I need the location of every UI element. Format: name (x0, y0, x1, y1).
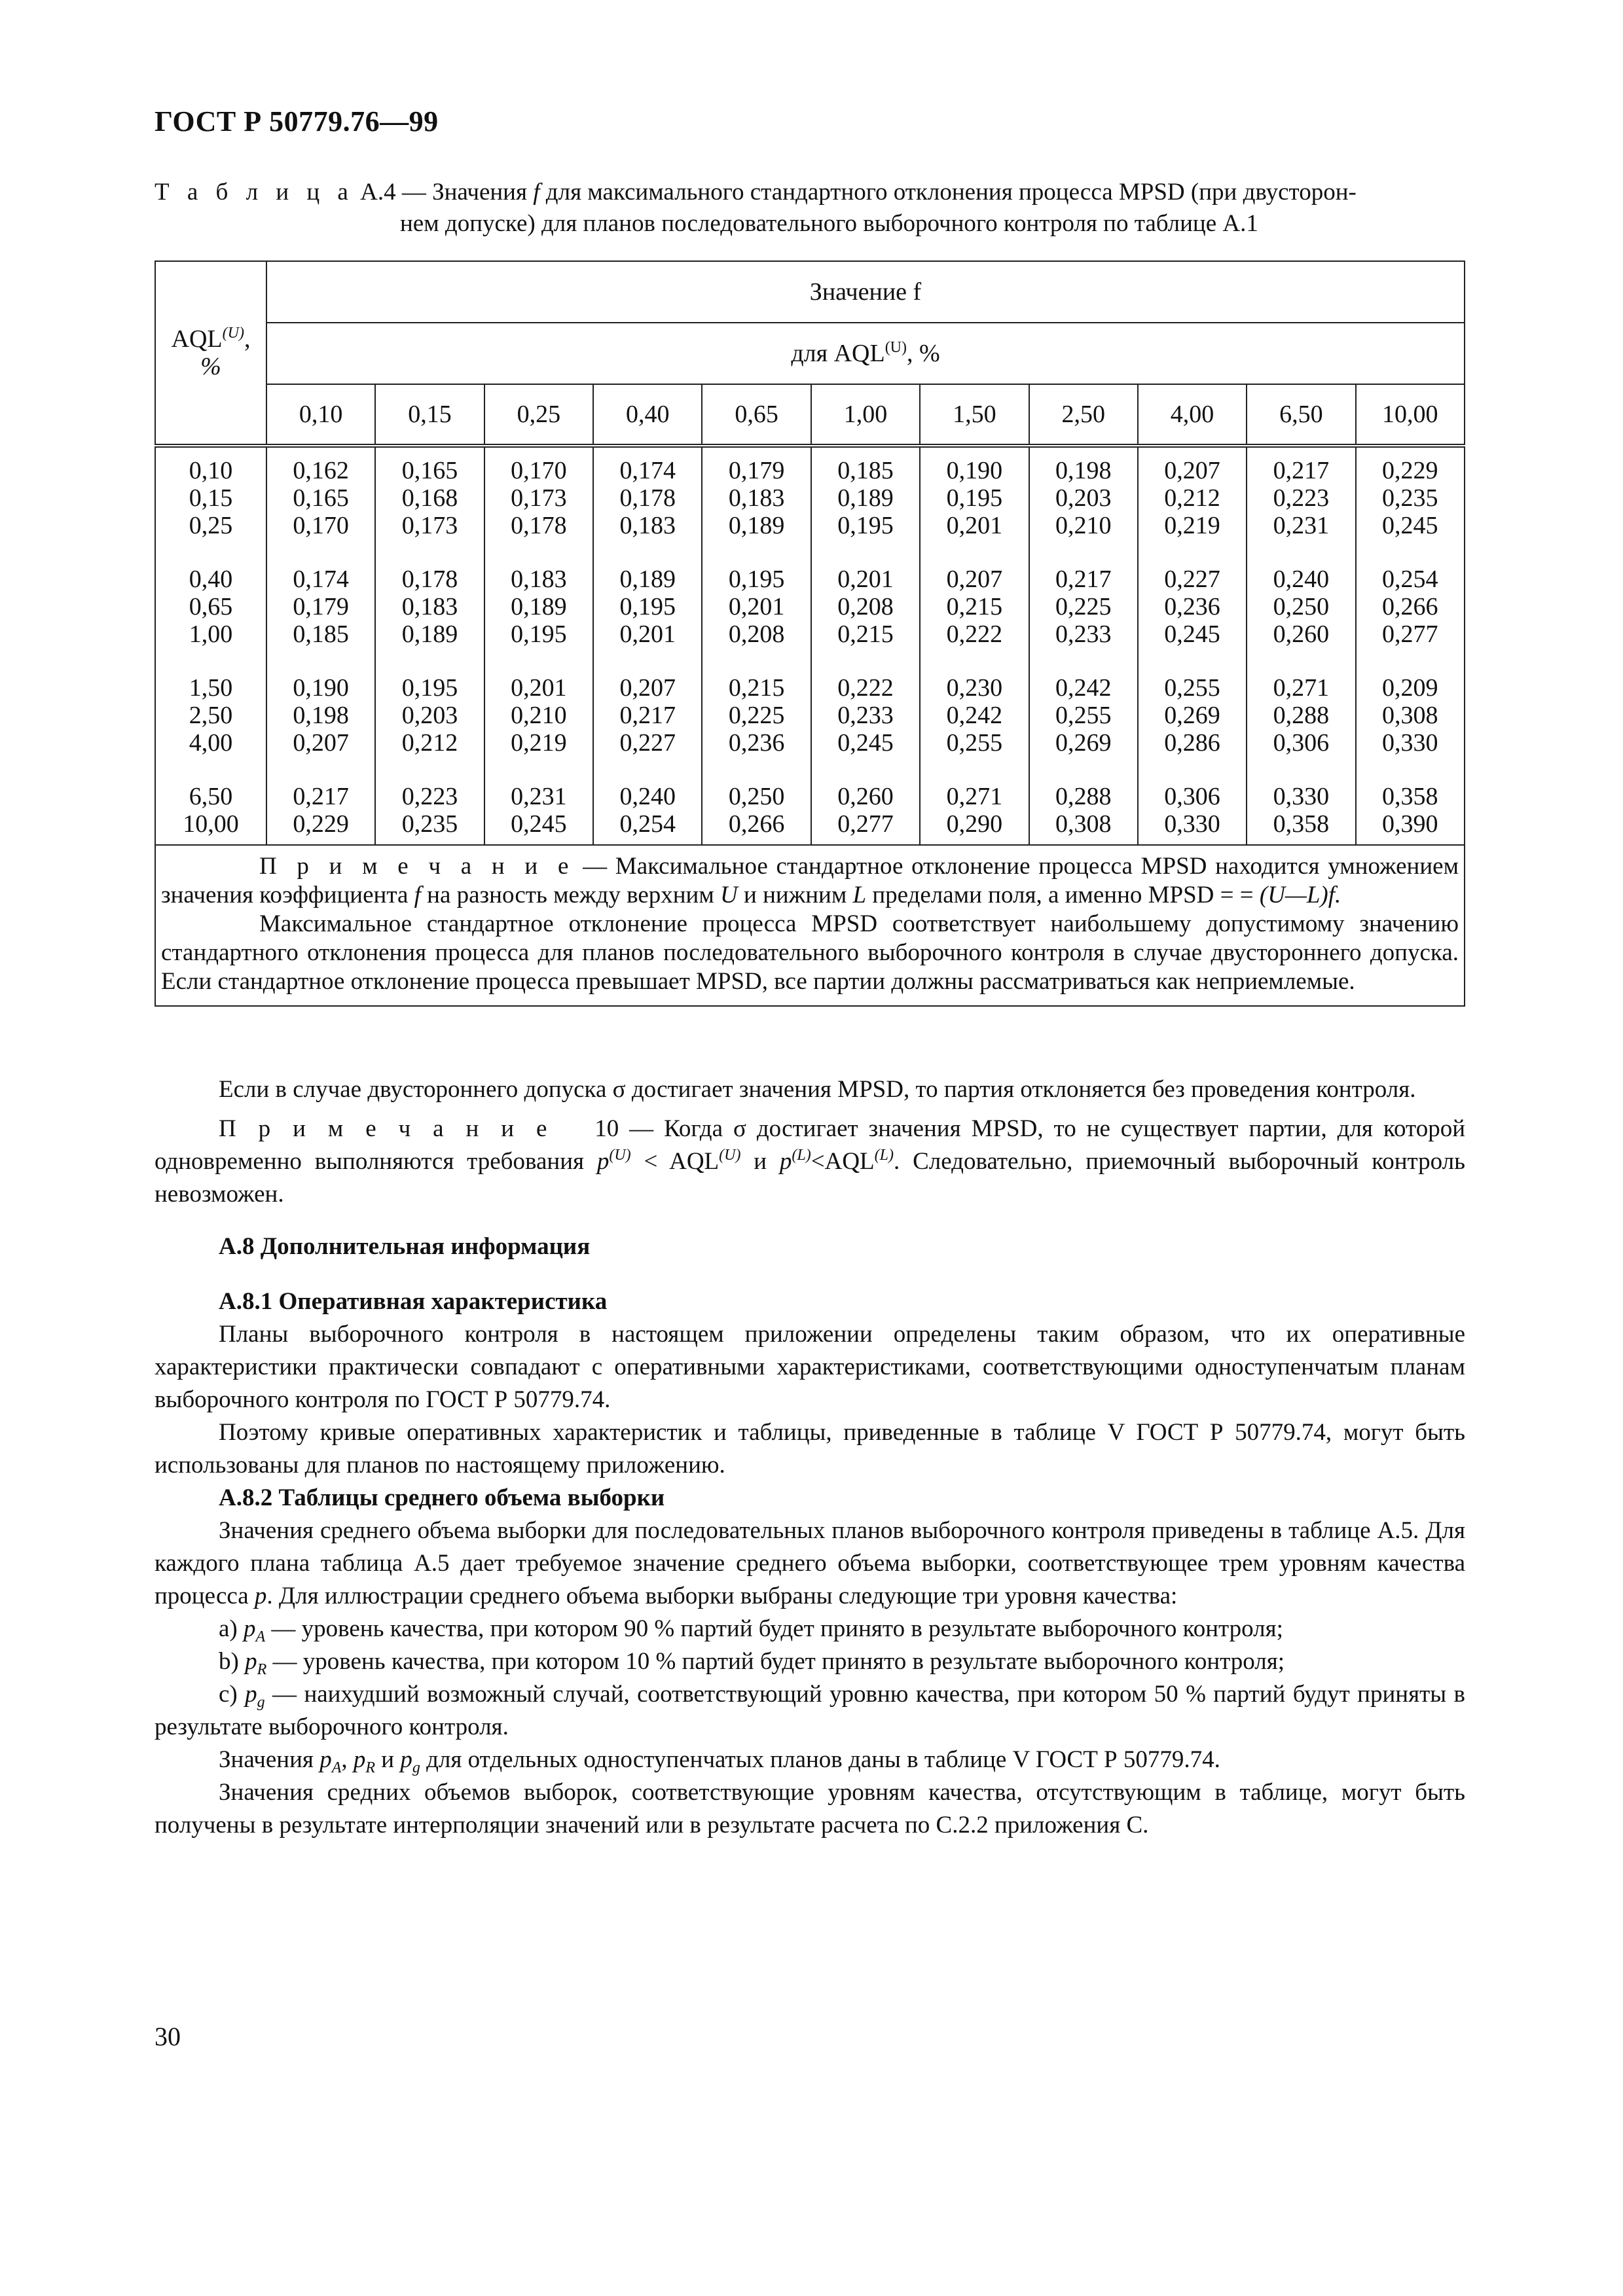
f-value-cell: 0,271 (946, 783, 1003, 810)
paragraph-a82-1-text-a: Значения среднего объема выборки для последовательных планов выборочного контроля приведены в таблице А.5. Для каждого плана таблица А.5 дает требуемое значение среднего объема выборки, соответствующее трем уровням качества процесса (155, 1517, 1465, 1609)
f-value-cell: 0,235 (401, 810, 458, 838)
value-column (1247, 446, 1355, 845)
note-10-text-e: . Следовательно, приемочный выборочный контроль невозможен. (155, 1148, 1465, 1208)
f-value-cell: 0,217 (1273, 457, 1330, 484)
aql-row-label: 1,50 (189, 674, 233, 702)
f-value-cell: 0,290 (946, 810, 1003, 838)
f-value-cell: 0,242 (946, 702, 1003, 729)
f-value-cell: 0,227 (619, 729, 676, 757)
f-value-cell: 0,183 (728, 484, 785, 512)
note-10-sup4: (L) (874, 1147, 894, 1164)
value-group (1357, 783, 1464, 838)
column-header: 0,10 (266, 384, 375, 446)
aql-row-label: 6,50 (189, 783, 233, 810)
f-value-cell: 0,212 (401, 729, 458, 757)
value-group (594, 565, 701, 648)
f-value-cell: 0,215 (837, 620, 894, 648)
values-s2: R (365, 1759, 376, 1776)
value-column (811, 446, 920, 845)
f-value-cell: 0,195 (511, 620, 567, 648)
paragraph-sigma: Если в случае двустороннего допуска σ достигает значения MPSD, то партия отклоняется без проведения контроля. (219, 1076, 1416, 1103)
value-group (1030, 674, 1137, 757)
f-value-cell: 0,217 (619, 702, 676, 729)
f-value-cell: 0,277 (837, 810, 894, 838)
column-header-row (155, 384, 1465, 446)
aql-row-group (156, 457, 266, 539)
value-group (594, 783, 701, 838)
f-value-cell: 0,286 (1164, 729, 1220, 757)
f-value-cell: 0,189 (401, 620, 458, 648)
f-value-cell: 0,255 (946, 729, 1003, 757)
note-10 (155, 1113, 1465, 1211)
f-value-cell: 0,162 (293, 457, 349, 484)
aql-row-label: 2,50 (189, 702, 233, 729)
f-value-cell: 0,222 (837, 674, 894, 702)
value-group (376, 565, 483, 648)
f-value-cell: 0,189 (511, 593, 567, 620)
f-value-cell: 0,203 (1055, 484, 1112, 512)
value-group (812, 457, 919, 539)
caption-line-2: нем допуске) для планов последовательного выборочного контроля по таблице А.1 (400, 210, 1258, 237)
value-column (266, 446, 375, 845)
f-value-cell: 0,230 (946, 674, 1003, 702)
aql-row-label: 1,00 (189, 620, 233, 648)
f-value-cell: 0,245 (1382, 512, 1438, 539)
f-value-cell: 0,288 (1273, 702, 1330, 729)
column-header: 1,50 (920, 384, 1029, 446)
mpsd-table (155, 260, 1465, 1007)
f-value-cell: 0,390 (1382, 810, 1438, 838)
column-header: 6,50 (1247, 384, 1355, 446)
f-value-cell: 0,185 (837, 457, 894, 484)
f-value-cell: 0,179 (293, 593, 349, 620)
note-text-3: и нижним (737, 882, 853, 908)
table-caption (155, 177, 1464, 240)
f-value-cell: 0,178 (401, 565, 458, 593)
f-value-cell: 0,195 (728, 565, 785, 593)
f-value-cell: 0,254 (619, 810, 676, 838)
f-value-cell: 0,165 (401, 457, 458, 484)
f-value-cell: 0,240 (619, 783, 676, 810)
item-c-text: — наихудший возможный случай, соответствующий уровню качества, при котором 50 % партий будут приняты в результате выборочного контроля. (155, 1681, 1466, 1740)
item-b-marker: b) (219, 1648, 246, 1675)
note-text-2: на разность между верхним (420, 882, 721, 908)
f-value-cell: 0,242 (1055, 674, 1112, 702)
f-value-cell: 0,209 (1382, 674, 1438, 702)
item-a-symbol: p (244, 1615, 256, 1642)
heading-a8: А.8 Дополнительная информация (219, 1233, 591, 1260)
value-group (1357, 457, 1464, 539)
value-group (1139, 565, 1246, 648)
value-group (921, 457, 1028, 539)
f-value-cell: 0,217 (1055, 565, 1112, 593)
f-value-cell: 0,195 (619, 593, 676, 620)
value-group (267, 565, 374, 648)
value-group (376, 457, 483, 539)
value-group (485, 674, 593, 757)
note-10-label: П р и м е ч а н и е (219, 1115, 553, 1142)
body-text (155, 1073, 1465, 1842)
note-10-p2: p (779, 1148, 792, 1175)
for-aql-sup: (U) (884, 339, 907, 356)
f-value-cell: 0,195 (946, 484, 1003, 512)
heading-a81: А.8.1 Оперативная характеристика (219, 1288, 608, 1315)
values-p2: p (353, 1746, 366, 1773)
f-value-cell: 0,330 (1164, 810, 1220, 838)
aql-row-label: 0,40 (189, 565, 233, 593)
value-group (812, 565, 919, 648)
value-group (1139, 674, 1246, 757)
f-value-cell: 0,255 (1164, 674, 1220, 702)
paragraph-a81-2: Поэтому кривые оперативных характеристик и таблицы, приведенные в таблице V ГОСТ Р 50779.74, могут быть использованы для планов по настоящему приложению. (155, 1419, 1465, 1479)
f-value-cell: 0,240 (1273, 565, 1330, 593)
f-value-cell: 0,260 (1273, 620, 1330, 648)
f-value-cell: 0,189 (728, 512, 785, 539)
f-value-cell: 0,288 (1055, 783, 1112, 810)
document-header: ГОСТ Р 50779.76—99 (155, 105, 439, 137)
f-value-cell: 0,227 (1164, 565, 1220, 593)
f-value-cell: 0,183 (401, 593, 458, 620)
f-value-cell: 0,212 (1164, 484, 1220, 512)
value-group (376, 674, 483, 757)
f-value-cell: 0,195 (401, 674, 458, 702)
list-item-c (155, 1678, 1465, 1744)
value-group (267, 674, 374, 757)
f-value-cell: 0,208 (837, 593, 894, 620)
value-group (812, 783, 919, 838)
column-header: 0,25 (484, 384, 593, 446)
f-value-cell: 0,250 (1273, 593, 1330, 620)
f-value-cell: 0,269 (1164, 702, 1220, 729)
values-text-b: для отдельных одноступенчатых планов даны в таблице V ГОСТ Р 50779.74. (420, 1746, 1220, 1773)
f-value-cell: 0,269 (1055, 729, 1112, 757)
values-and: и (375, 1746, 401, 1773)
value-group (1030, 565, 1137, 648)
value-group (921, 565, 1028, 648)
note-label: П р и м е ч а н и е (259, 853, 575, 880)
value-group (594, 674, 701, 757)
value-column (484, 446, 593, 845)
value-group (1139, 783, 1246, 838)
column-header: 4,00 (1138, 384, 1247, 446)
value-group (702, 783, 810, 838)
aql-row-label: 4,00 (189, 729, 233, 757)
value-group (921, 783, 1028, 838)
f-value-cell: 0,222 (946, 620, 1003, 648)
caption-text-1: А.4 — Значения (354, 179, 534, 206)
values-text-a: Значения (219, 1746, 320, 1773)
values-p1: p (319, 1746, 332, 1773)
note-text-4: пределами поля, а именно MPSD = = (866, 882, 1260, 908)
f-value-cell: 0,306 (1164, 783, 1220, 810)
value-group (702, 674, 810, 757)
value-group (1357, 674, 1464, 757)
f-value-cell: 0,231 (1273, 512, 1330, 539)
f-value-cell: 0,219 (1164, 512, 1220, 539)
aql-sup: (U) (222, 325, 244, 342)
f-value-cell: 0,245 (511, 810, 567, 838)
paragraph-a82-1-text-b: . Для иллюстрации среднего объема выборки выбраны следующие три уровня качества: (266, 1583, 1178, 1609)
f-value-cell: 0,198 (293, 702, 349, 729)
f-value-cell: 0,174 (619, 457, 676, 484)
f-value-cell: 0,207 (946, 565, 1003, 593)
note-10-text-a: 10 — Когда σ достигает значения MPSD, то не существует партии, для которой одновременно выполняются требования (155, 1115, 1465, 1175)
f-value-cell: 0,208 (728, 620, 785, 648)
value-group (1247, 565, 1355, 648)
f-value-cell: 0,201 (728, 593, 785, 620)
f-value-cell: 0,225 (728, 702, 785, 729)
values-p3: p (400, 1746, 412, 1773)
f-value-cell: 0,207 (619, 674, 676, 702)
f-value-label: Значение f (809, 278, 922, 306)
for-aql-label: для AQL (791, 340, 885, 367)
value-group (267, 783, 374, 838)
f-value-cell: 0,170 (293, 512, 349, 539)
for-aql-tail: , % (907, 340, 940, 367)
f-value-cell: 0,330 (1273, 783, 1330, 810)
f-value-cell: 0,306 (1273, 729, 1330, 757)
value-group (702, 565, 810, 648)
f-value-cell: 0,245 (1164, 620, 1220, 648)
column-header: 10,00 (1356, 384, 1465, 446)
f-value-cell: 0,223 (401, 783, 458, 810)
value-column (702, 446, 811, 845)
value-column (920, 446, 1029, 845)
f-value-cell: 0,201 (511, 674, 567, 702)
item-b-symbol: p (245, 1648, 257, 1675)
note-10-text-d: <AQL (811, 1148, 875, 1175)
f-value-cell: 0,207 (293, 729, 349, 757)
f-value-cell: 0,190 (946, 457, 1003, 484)
value-group (1357, 565, 1464, 648)
paragraph-a82-1 (155, 1515, 1465, 1613)
f-value-cell: 0,174 (293, 565, 349, 593)
column-header: 0,40 (593, 384, 702, 446)
aql-row-label: 10,00 (183, 810, 239, 838)
value-group (1247, 674, 1355, 757)
f-value-cell: 0,173 (401, 512, 458, 539)
f-value-cell: 0,236 (1164, 593, 1220, 620)
list-item-b (155, 1645, 1465, 1678)
value-group (594, 457, 701, 539)
column-header: 1,00 (811, 384, 920, 446)
aql-row-label: 0,65 (189, 593, 233, 620)
f-value-cell: 0,254 (1382, 565, 1438, 593)
value-group (812, 674, 919, 757)
value-column (375, 446, 484, 845)
f-value-cell: 0,330 (1382, 729, 1438, 757)
f-value-cell: 0,223 (1273, 484, 1330, 512)
value-column (593, 446, 702, 845)
f-value-cell: 0,358 (1382, 783, 1438, 810)
heading-a82: А.8.2 Таблицы среднего объема выборки (219, 1484, 665, 1511)
item-c-marker: c) (219, 1681, 246, 1708)
aql-header-cell (155, 261, 266, 446)
f-value-cell: 0,203 (401, 702, 458, 729)
f-value-cell: 0,229 (293, 810, 349, 838)
caption-text-2: для максимального стандартного отклонения процесса MPSD (при двусторон- (539, 179, 1357, 206)
f-value-cell: 0,219 (511, 729, 567, 757)
f-value-cell: 0,245 (837, 729, 894, 757)
list-item-a (155, 1613, 1465, 1645)
f-value-cell: 0,189 (837, 484, 894, 512)
f-value-cell: 0,266 (728, 810, 785, 838)
aql-unit: % (200, 353, 221, 380)
item-a-marker: a) (219, 1615, 244, 1642)
aql-row-group (156, 565, 266, 648)
note-10-sup1: (U) (609, 1147, 631, 1164)
f-value-cell: 0,201 (837, 565, 894, 593)
f-value-cell: 0,168 (401, 484, 458, 512)
f-value-cell: 0,210 (1055, 512, 1112, 539)
value-group (1247, 457, 1355, 539)
f-value-cell: 0,215 (946, 593, 1003, 620)
paragraph-a82-1-p: p (254, 1583, 267, 1609)
f-value-cell: 0,190 (293, 674, 349, 702)
value-group (376, 783, 483, 838)
aql-row-group (156, 783, 266, 838)
table-note (155, 845, 1465, 1006)
f-value-cell: 0,170 (511, 457, 567, 484)
aql-comma: , (244, 325, 251, 353)
f-value-cell: 0,217 (293, 783, 349, 810)
value-column (1356, 446, 1465, 845)
f-value-header (266, 261, 1465, 323)
f-value-cell: 0,231 (511, 783, 567, 810)
f-value-cell: 0,165 (293, 484, 349, 512)
note-paragraph-2: Максимальное стандартное отклонение процесса MPSD соответствует наибольшему допустимому значению стандартного отклонения процесса для планов последовательного выборочного контроля в случае двустороннего допуска. Если стандартное отклонение процесса превышает MPSD, все партии должны рассматриваться как неприемлемые. (161, 910, 1459, 995)
value-group (702, 457, 810, 539)
value-group (1139, 457, 1246, 539)
note-text-1: — Максимальное стандартное отклонение процесса MPSD находится умножением значения коэффициента (161, 853, 1459, 908)
f-value-cell: 0,178 (511, 512, 567, 539)
f-value-cell: 0,308 (1055, 810, 1112, 838)
value-group (1030, 457, 1137, 539)
f-value-cell: 0,233 (1055, 620, 1112, 648)
item-b-text: — уровень качества, при котором 10 % партий будет принято в результате выборочного контроля; (266, 1648, 1285, 1675)
f-value-cell: 0,215 (728, 674, 785, 702)
f-value-cell: 0,173 (511, 484, 567, 512)
f-value-cell: 0,179 (728, 457, 785, 484)
column-header: 0,15 (375, 384, 484, 446)
f-value-cell: 0,266 (1382, 593, 1438, 620)
aql-row-label: 0,10 (189, 457, 233, 484)
aql-label: AQL (171, 325, 223, 353)
f-value-cell: 0,277 (1382, 620, 1438, 648)
f-value-cell: 0,185 (293, 620, 349, 648)
table-body-row (155, 446, 1465, 845)
value-group (267, 457, 374, 539)
note-l: L (852, 882, 867, 908)
for-aql-header (266, 323, 1465, 384)
paragraph-last: Значения средних объемов выборок, соответствующие уровням качества, отсутствующим в таблице, могут быть получены в результате интерполяции значений или в результате расчета по С.2.2 приложения С. (155, 1779, 1465, 1839)
aql-row-label: 0,25 (189, 512, 233, 539)
f-value-cell: 0,233 (837, 702, 894, 729)
values-s3: g (412, 1759, 420, 1776)
f-value-cell: 0,183 (511, 565, 567, 593)
f-value-cell: 0,255 (1055, 702, 1112, 729)
f-value-cell: 0,183 (619, 512, 676, 539)
column-header: 0,65 (702, 384, 811, 446)
f-value-cell: 0,201 (946, 512, 1003, 539)
value-group (485, 783, 593, 838)
caption-f: f (533, 179, 540, 206)
f-value-cell: 0,236 (728, 729, 785, 757)
value-column (1029, 446, 1138, 845)
paragraph-values (155, 1744, 1465, 1776)
f-value-cell: 0,229 (1382, 457, 1438, 484)
aql-row-labels (155, 446, 266, 845)
note-10-sup3: (L) (792, 1147, 811, 1164)
values-s1: A (331, 1759, 342, 1776)
value-column (1138, 446, 1247, 845)
note-10-text-c: и (740, 1148, 780, 1175)
f-value-cell: 0,235 (1382, 484, 1438, 512)
f-value-cell: 0,271 (1273, 674, 1330, 702)
item-a-sub: A (255, 1628, 266, 1645)
item-a-text: — уровень качества, при котором 90 % партий будет принято в результате выборочного контроля; (265, 1615, 1283, 1642)
note-f: f (414, 882, 421, 908)
aql-row-group (156, 674, 266, 757)
item-c-symbol: p (245, 1681, 257, 1708)
f-value-cell: 0,178 (619, 484, 676, 512)
note-u: U (720, 882, 738, 908)
f-value-cell: 0,260 (837, 783, 894, 810)
f-value-cell: 0,189 (619, 565, 676, 593)
page-number: 30 (155, 2022, 181, 2051)
note-10-text-b: < AQL (630, 1148, 720, 1175)
f-value-cell: 0,201 (619, 620, 676, 648)
value-group (485, 565, 593, 648)
column-header: 2,50 (1029, 384, 1138, 446)
note-10-sup2: (U) (719, 1147, 741, 1164)
note-formula: (U—L)f. (1259, 882, 1341, 908)
f-value-cell: 0,195 (837, 512, 894, 539)
f-value-cell: 0,250 (728, 783, 785, 810)
aql-row-label: 0,15 (189, 484, 233, 512)
item-c-sub: g (257, 1694, 265, 1711)
f-value-cell: 0,225 (1055, 593, 1112, 620)
values-comma: , (341, 1746, 354, 1773)
note-10-p1: p (596, 1148, 610, 1175)
value-group (1247, 783, 1355, 838)
caption-label: Т а б л и ц а (155, 179, 354, 206)
value-group (1030, 783, 1137, 838)
f-value-cell: 0,308 (1382, 702, 1438, 729)
paragraph-a81-1: Планы выборочного контроля в настоящем приложении определены таким образом, что их оперативные характеристики практически совпадают с оперативными характеристиками, соответствующими одноступенчатым планам выборочного контроля по ГОСТ Р 50779.74. (155, 1321, 1465, 1413)
f-value-cell: 0,210 (511, 702, 567, 729)
value-group (921, 674, 1028, 757)
value-group (485, 457, 593, 539)
f-value-cell: 0,198 (1055, 457, 1112, 484)
f-value-cell: 0,358 (1273, 810, 1330, 838)
item-b-sub: R (257, 1661, 267, 1678)
f-value-cell: 0,207 (1164, 457, 1220, 484)
